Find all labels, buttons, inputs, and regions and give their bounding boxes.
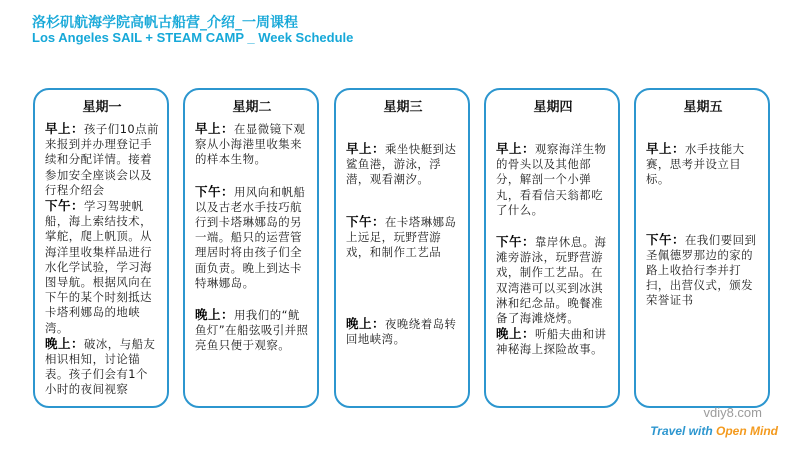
day-card-thursday (484, 88, 620, 408)
entry-text: 水手技能大赛，思考并设立目标。 (646, 142, 745, 187)
entry-text: 破冰，与船友相识相知，讨论锚表。孩子们会有1个小时的夜间视察 (45, 336, 156, 397)
day-card-wednesday (334, 88, 470, 408)
day-heading: 星期三 (383, 100, 423, 115)
entry-label: 早上： (496, 141, 536, 156)
day-heading: 星期一 (82, 100, 122, 115)
entry-label: 早上： (195, 121, 235, 136)
entry-label: 早上： (45, 121, 85, 136)
day-card-monday (33, 88, 169, 408)
entry-text: 观察海洋生物的骨头以及其他部分，解剖一个小弹丸，看看信天翁都吃了什么。 (496, 142, 607, 217)
entry-label: 下午： (646, 231, 686, 247)
entry-text: 靠岸休息。海滩旁游泳，玩野营游戏，制作工艺品。在双湾港可以买到冰淇淋和纪念品。晚餐准备了海滩烧烤。 (496, 235, 607, 326)
brand-slogan (650, 424, 778, 438)
schedule-entry-morning (45, 121, 159, 198)
entry-text: 在显微镜下观察从小海港里收集来的样本生物。 (195, 122, 306, 167)
schedule-entry-afternoon (195, 184, 309, 291)
entry-label: 早上： (346, 141, 386, 156)
entry-text: 用我们的“鱿鱼灯”在船弦吸引并照亮鱼只便于观察。 (195, 308, 309, 353)
schedule-entry-afternoon (45, 198, 159, 336)
entry-text: 学习驾驶帆船，海上索结技术，掌舵，爬上帆顶。从海洋里收集样品进行水化学试验，学习海图导航。根据风向在下午的某个时刻抵达卡塔利娜岛的地峡湾。 (45, 199, 153, 335)
day-card-tuesday (183, 88, 319, 408)
schedule-entry-evening (45, 336, 159, 398)
entry-label: 下午： (195, 183, 235, 199)
schedule-entry-evening (195, 307, 309, 354)
schedule-entry-morning (346, 141, 460, 188)
entry-text: 听船夫曲和讲神秘海上探险故事。 (496, 327, 607, 357)
entry-label: 晚上： (496, 326, 536, 342)
entry-label: 晚上： (195, 307, 235, 323)
page-subtitle: Los Angeles SAIL + STEAM CAMP _ Week Schedule (32, 30, 354, 45)
watermark-text: vdiy8.com (703, 405, 762, 420)
brand-slogan-part1: Travel with (650, 424, 716, 438)
entry-label: 下午： (45, 198, 85, 214)
entry-text: 用风向和帆船以及古老水手技巧航行到卡塔琳娜岛的另一端。船只的运营管理居时将由孩子们全面负责。晚上到达卡特琳娜岛。 (195, 184, 306, 290)
entry-text: 孩子们10点前来报到并办理登记手续和分配详情。接着参加安全座谈会以及行程介绍会 (45, 122, 159, 197)
schedule-entry-evening (496, 326, 610, 357)
brand-slogan-part2: Open Mind (716, 424, 778, 438)
entry-label: 下午： (496, 234, 536, 250)
schedule-entry-morning (496, 141, 610, 218)
entry-label: 晚上： (45, 335, 85, 351)
schedule-entry-afternoon (496, 234, 610, 326)
entry-label: 下午： (346, 213, 386, 229)
schedule-entry-morning (195, 121, 309, 168)
page-title: 洛杉矶航海学院高帆古船营_介绍_一周课程 (32, 15, 298, 31)
day-card-friday (634, 88, 770, 408)
entry-label: 早上： (646, 141, 686, 156)
entry-text: 乘坐快艇到达鲨鱼港，游泳，浮潜，观看潮汐。 (346, 142, 457, 187)
schedule-entry-morning (646, 141, 760, 188)
entry-label: 晚上： (346, 316, 386, 332)
day-heading: 星期五 (683, 100, 723, 115)
day-heading: 星期四 (533, 100, 573, 115)
schedule-entry-afternoon (346, 214, 460, 261)
entry-text: 在我们要回到圣佩德罗那边的家的路上收拾行李并打扫，出营仪式，颁发荣誉证书 (646, 232, 757, 308)
entry-text: 夜晚绕着岛转回地峡湾。 (346, 317, 457, 347)
schedule-entry-evening (346, 316, 460, 347)
entry-text: 在卡塔琳娜岛上远足，玩野营游戏，和制作工艺品 (346, 214, 457, 260)
schedule-entry-afternoon (646, 232, 760, 309)
day-heading: 星期二 (232, 100, 272, 115)
